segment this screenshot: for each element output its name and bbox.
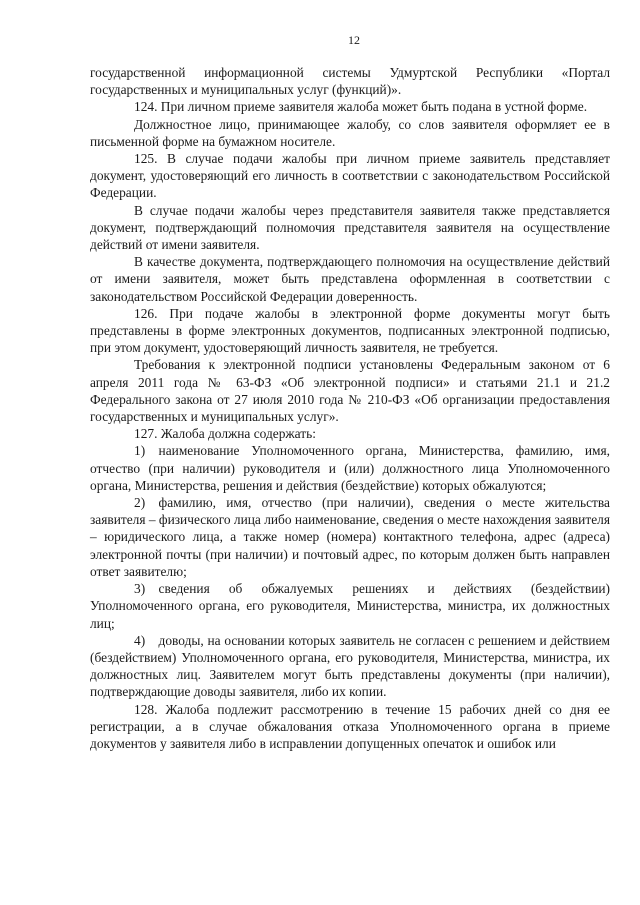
paragraph: В качестве документа, подтверждающего полномочия на осуществление действий от имени заявителя, может быть представлена оформленная в соответствии с законодательством Российской Федерации доверенность. <box>90 254 610 304</box>
paragraph: 125. В случае подачи жалобы при личном приеме заявитель представляет документ, удостоверяющий его личность в соответствии с законодательством Российской Федерации. <box>90 151 610 201</box>
paragraph: 126. При подаче жалобы в электронной форме документы могут быть представлены в форме электронных документов, подписанных электронной подписью, при этом документ, удостоверяющий личность заявителя, не требуется. <box>90 305 610 356</box>
paragraph: 4) доводы, на основании которых заявитель не согласен с решением и действием (бездействием) Уполномоченного органа, его руководителя, Министерства, министра, их должностных лиц. Заявителем могут быть представлены документы (при наличии), подтверждающие доводы заявителя, либо их копии. <box>90 632 610 700</box>
paragraph: 3) сведения об обжалуемых решениях и действиях (бездействии) Уполномоченного органа, его руководителя, Министерства, министра, их должностных лиц; <box>90 581 610 631</box>
document-body <box>90 64 610 752</box>
paragraph: Требования к электронной подписи установлены Федеральным законом от 6 апреля 2011 года № 63-ФЗ «Об электронной подписи» и статьями 21.1 и 21.2 Федерального закона от 27 июля 2010 года № 210-ФЗ «Об организации предоставления государственных и муниципальных услуг». <box>90 357 610 425</box>
paragraph: 127. Жалоба должна содержать: <box>134 426 316 442</box>
paragraph: В случае подачи жалобы через представителя заявителя также представляется документ, подтверждающий полномочия представителя заявителя на осуществление действий от имени заявителя. <box>90 202 610 253</box>
paragraph: Должностное лицо, принимающее жалобу, со слов заявителя оформляет ее в письменной форме на бумажном носителе. <box>90 116 610 149</box>
paragraph: 128. Жалоба подлежит рассмотрению в течение 15 рабочих дней со дня ее регистрации, а в случае обжалования отказа Уполномоченного органа в приеме документов у заявителя либо в исправлении допущенных опечаток и ошибок или <box>90 701 610 751</box>
paragraph: 124. При личном приеме заявителя жалоба может быть подана в устной форме. <box>134 99 588 115</box>
paragraph: 2) фамилию, имя, отчество (при наличии), сведения о месте жительства заявителя – физического лица либо наименование, сведения о месте нахождения заявителя – юридического лица, а также номер (номера) контактного телефона, адрес (адреса) электронной почты (при наличии) и почтовый адрес, по которым должен быть направлен ответ заявителю; <box>90 495 610 579</box>
page-number: 12 <box>348 33 360 47</box>
paragraph: государственной информационной системы Удмуртской Республики «Портал государственных и муниципальных услуг (функций)». <box>90 65 610 98</box>
paragraph: 1) наименование Уполномоченного органа, Министерства, фамилию, имя, отчество (при наличии) руководителя и (или) должностного лица Уполномоченного органа, Министерства, решения и действия (бездействие) которых обжалуются; <box>90 443 610 493</box>
